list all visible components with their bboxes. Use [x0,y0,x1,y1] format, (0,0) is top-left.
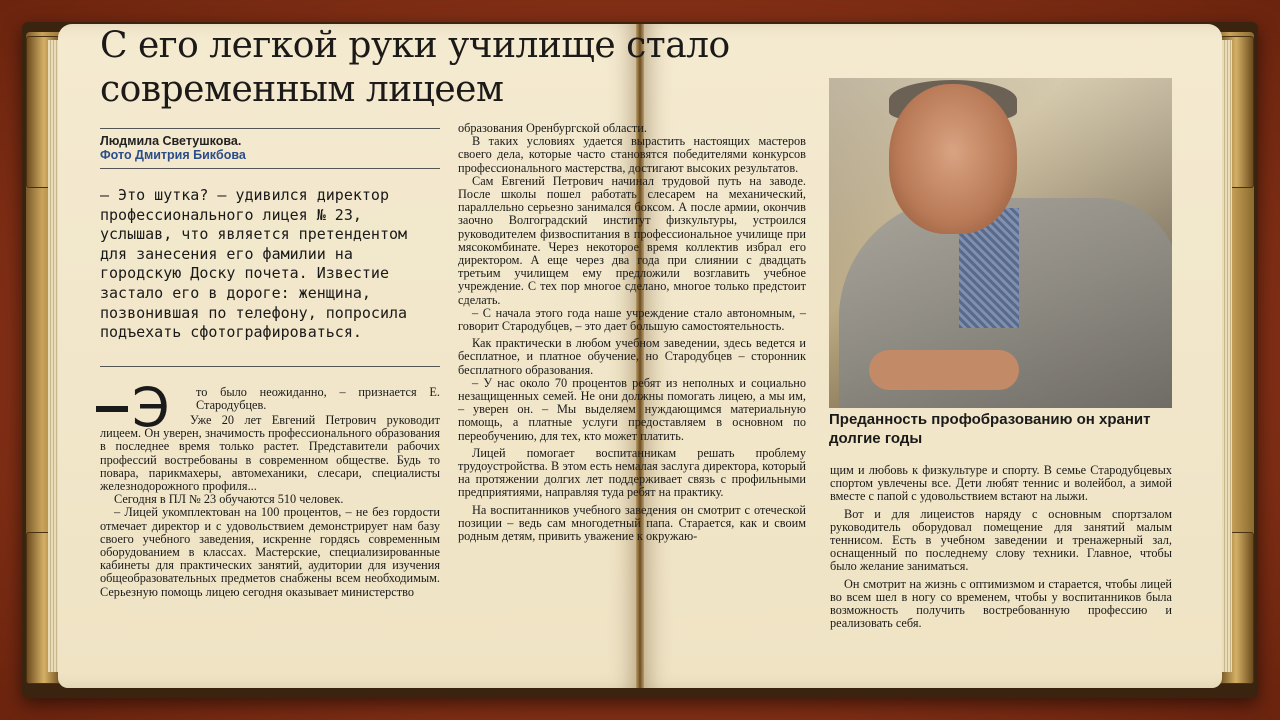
paragraph: Сегодня в ПЛ № 23 обучаются 510 человек. [114,492,344,507]
paragraph: образования Оренбургской области. [458,121,647,135]
paragraph: – Лицей укомплектован на 100 процентов, – не без гордости отмечает директор и с удовольствием демонстрирует нам базу своего учебного заведения, искренне гордясь современным оборудованием в классах. Мастерские, специализированные кабинеты для практических занятий, аудитории для изучения общеобразовательных предметов снабжены всем необходимым. Серьезную помощь лицею сегодня оказывает министерство [100,505,440,599]
column-3 [830,464,1172,630]
paragraph: Сам Евгений Петрович начинал трудовой путь на заводе. После школы пошел работать слесарем на механический, параллельно серьезно занимался боксом. А после армии, окончив заочно Волгоградский институт физкультуры, устроился руководителем физвоспитания в профессиональное училище при мясокомбинате. Через некоторое время коллектив избрал его директором. А еще через два года при слиянии с двадцать третьим училищем ему предложили возглавить учебное учреждение. С тех пор многое сделано, многое только предстоит сделать. [458,173,806,307]
paragraph: Лицей помогает воспитанникам решать проблему трудоустройства. В этом есть немалая заслуга директора, который на протяжении долгих лет поддерживает связь с профильными предприятиями, направляя туда ребят на практику. [458,445,806,500]
divider [100,168,440,169]
paragraph: Как практически в любом учебном заведении, здесь ведется и бесплатное, и платное обучение, но Стародубцев – сторонник бесплатного образования. [458,336,806,377]
photo-caption: Преданность профобразованию он хранит долгие годы [829,411,1151,447]
divider [100,128,440,129]
drop-cap-letter: Э [132,376,170,439]
paragraph: то было неожиданно, – признается Е. Стародубцев. [196,385,440,413]
paragraph: – С начала этого года наше учреждение стало автономным, – говорит Стародубцев, – это дает большую самостоятельность. [458,305,806,334]
paragraph: Он смотрит на жизнь с оптимизмом и старается, чтобы лицей во всем шел в ногу со временем, чтобы у воспитанников была возможность получить востребованную профессию и реализовать себя. [830,576,1172,631]
paragraph: – У нас около 70 процентов ребят из неполных и социально незащищенных семей. Не они должны помогать лицею, а мы им, – уверен он. – Мы выделяем нуждающимся материальную помощь, а платные услуги предоставляем в основном по переобучению, для тех, кто может платить. [458,375,806,443]
byline [100,134,246,162]
column-2 [458,122,806,543]
director-photo [829,78,1172,408]
author-name: Людмила Светушкова. [100,134,242,148]
paragraph: В таких условиях удается вырастить настоящих мастеров своего дела, которые часто становятся победителями конкурсов профессионального мастерства, достигают высоких результатов. [458,134,806,175]
paragraph: Уже 20 лет Евгений Петрович руководит лицеем. Он уверен, значимость профессионального образования в последнее время только растет. Представители рабочих профессий востребованы в современном обществе. Будь то повара, парикмахеры, автомеханики, слесари, специалисты железнодорожного профиля... [100,413,440,494]
article-lead: – Это шутка? – удивился директор профессионального лицея № 23, услышав, что является претендентом для занесения его фамилии на городскую Доску почета. Известие застало его в дороге: женщина, позвонившая по телефону, попросила подъехать сфотографироваться. [100,186,408,342]
drop-cap-dash [96,406,128,412]
page-stack-right [1222,40,1232,672]
paragraph: щим и любовь к физкультуре и спорту. В семье Стародубцевых спортом увлечены все. Дети любят теннис и волейбол, а зимой вместе с папой с удовольствием встают на лыжи. [830,463,1172,504]
article-headline: С его легкой руки училище стало современным лицеем [100,25,730,110]
column-1-top [196,386,440,412]
paragraph: Вот и для лицеистов наряду с основным спортзалом руководитель оборудовал помещение для занятий малым теннисом. Есть в учебном заведении и тренажерный зал, оснащенный по последнему слову техники. Главное, чтобы было желание заниматься. [830,506,1172,574]
photo-credit: Фото Дмитрия Бикбова [100,148,246,162]
paragraph: На воспитанников учебного заведения он смотрит с отеческой позиции – ведь сам многодетный папа. Старается, как и своим родным детям, привить уважение к окружаю- [458,502,806,544]
column-1 [100,414,440,599]
page-stack-left [48,40,58,672]
divider [100,366,440,367]
